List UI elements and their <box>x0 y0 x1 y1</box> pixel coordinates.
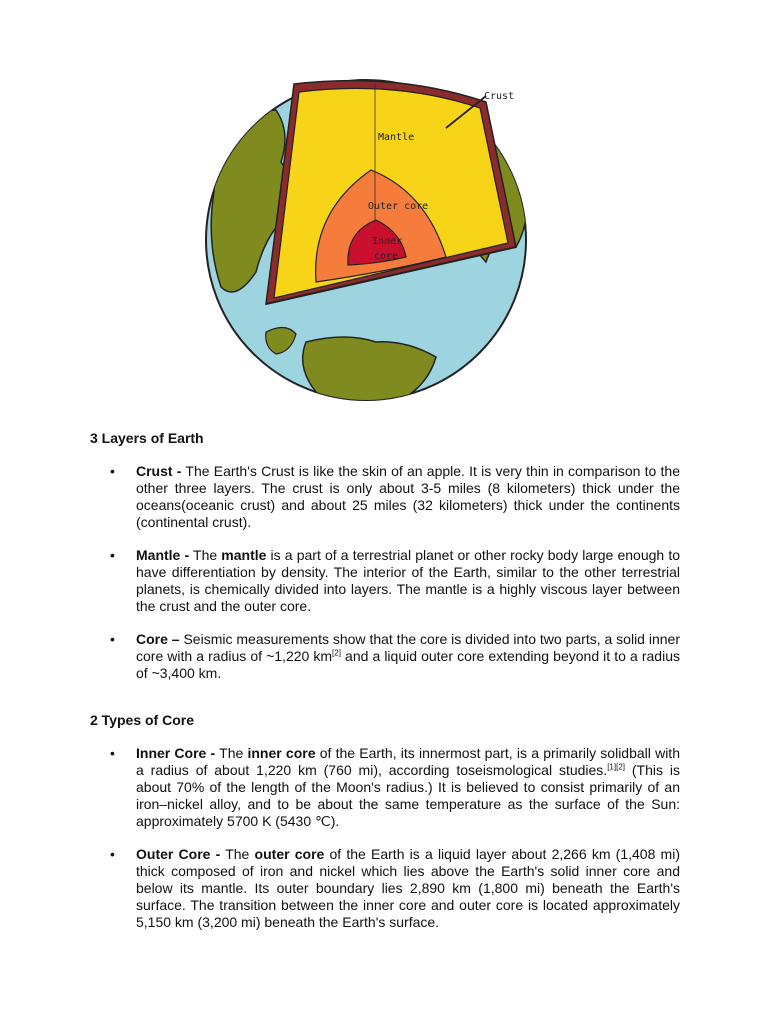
inner-core-label-line2: core <box>374 251 399 262</box>
list-item-core <box>110 631 680 682</box>
mantle-text-2: is a part of a terrestrial planet or other rocky body large enough to have differentiation by density. The interior of the Earth, similar to the other terrestrial planets, is chemically divided into layers. The mantle is a highly viscous layer between the crust and the outer core. <box>136 547 680 614</box>
inner-core-text-3: (This is about 70% of the length of the Moon's radius.) It is believed to consist primarily of an iron–nickel alloy, and to be about the same temperature as the surface of the Sun: approximately 5700 K (5430 ℃). <box>136 762 680 829</box>
outer-core-label: Outer core <box>368 201 429 212</box>
core-text-1: Seismic measurements show that the core is divided into two parts, a solid inner core with a radius of ~1,220 km <box>136 631 680 664</box>
outer-core-bold: outer core <box>254 846 325 862</box>
term-core: Core – <box>136 631 180 647</box>
section-heading-core-types: 2 Types of Core <box>90 712 194 728</box>
core-types-list <box>110 745 680 947</box>
list-item-outer-core <box>110 846 680 931</box>
list-item-crust <box>110 463 680 531</box>
list-item-inner-core <box>110 745 680 830</box>
list-item-mantle <box>110 547 680 615</box>
inner-core-text-2: of the Earth, its innermost part, is a primarily solidball with a radius of about 1,220 km (760 mi), according toseismological studies. <box>136 745 680 778</box>
inner-core-bold: inner core <box>247 745 316 761</box>
outer-core-text-1: The <box>220 846 255 862</box>
term-mantle: Mantle - <box>136 547 190 563</box>
earth-layers-figure <box>196 72 556 408</box>
term-crust: Crust - <box>136 463 182 479</box>
term-outer-core: Outer Core - <box>136 846 221 862</box>
inner-core-label-line1: Inner <box>372 236 403 247</box>
citation[interactable]: [2] <box>332 648 341 658</box>
layers-list <box>110 463 680 698</box>
bullet: • <box>110 745 115 761</box>
crust-label: Crust <box>484 91 515 102</box>
bullet: • <box>110 547 115 563</box>
outer-core-text-2: of the Earth is a liquid layer about 2,266 km (1,408 mi) thick composed of iron and nickel which lies above the Earth's solid inner core and below its mantle. Its outer boundary lies 2,890 km (1,800 mi) beneath the Earth's surface. The transition between the inner core and outer core is located approximately 5,150 km (3,200 mi) beneath the Earth's surface. <box>136 846 680 930</box>
citation[interactable]: [1][2] <box>607 762 625 772</box>
mantle-label: Mantle <box>378 132 415 143</box>
term-inner-core: Inner Core - <box>136 745 216 761</box>
inner-core-text-1: The <box>215 745 248 761</box>
earth-cutaway-illustration <box>196 72 556 408</box>
core-text-2: and a liquid outer core extending beyond it to a radius of ~3,400 km. <box>136 648 680 681</box>
bullet: • <box>110 846 115 862</box>
bullet: • <box>110 463 115 479</box>
mantle-bold: mantle <box>221 547 267 563</box>
section-heading-layers: 3 Layers of Earth <box>90 430 204 446</box>
bullet: • <box>110 631 115 647</box>
crust-description: The Earth's Crust is like the skin of an apple. It is very thin in comparison to the other three layers. The crust is only about 3-5 miles (8 kilometers) thick under the oceans(oceanic crust) and about 25 miles (32 kilometers) thick under the continents (continental crust). <box>136 463 680 530</box>
mantle-text-1: The <box>189 547 222 563</box>
